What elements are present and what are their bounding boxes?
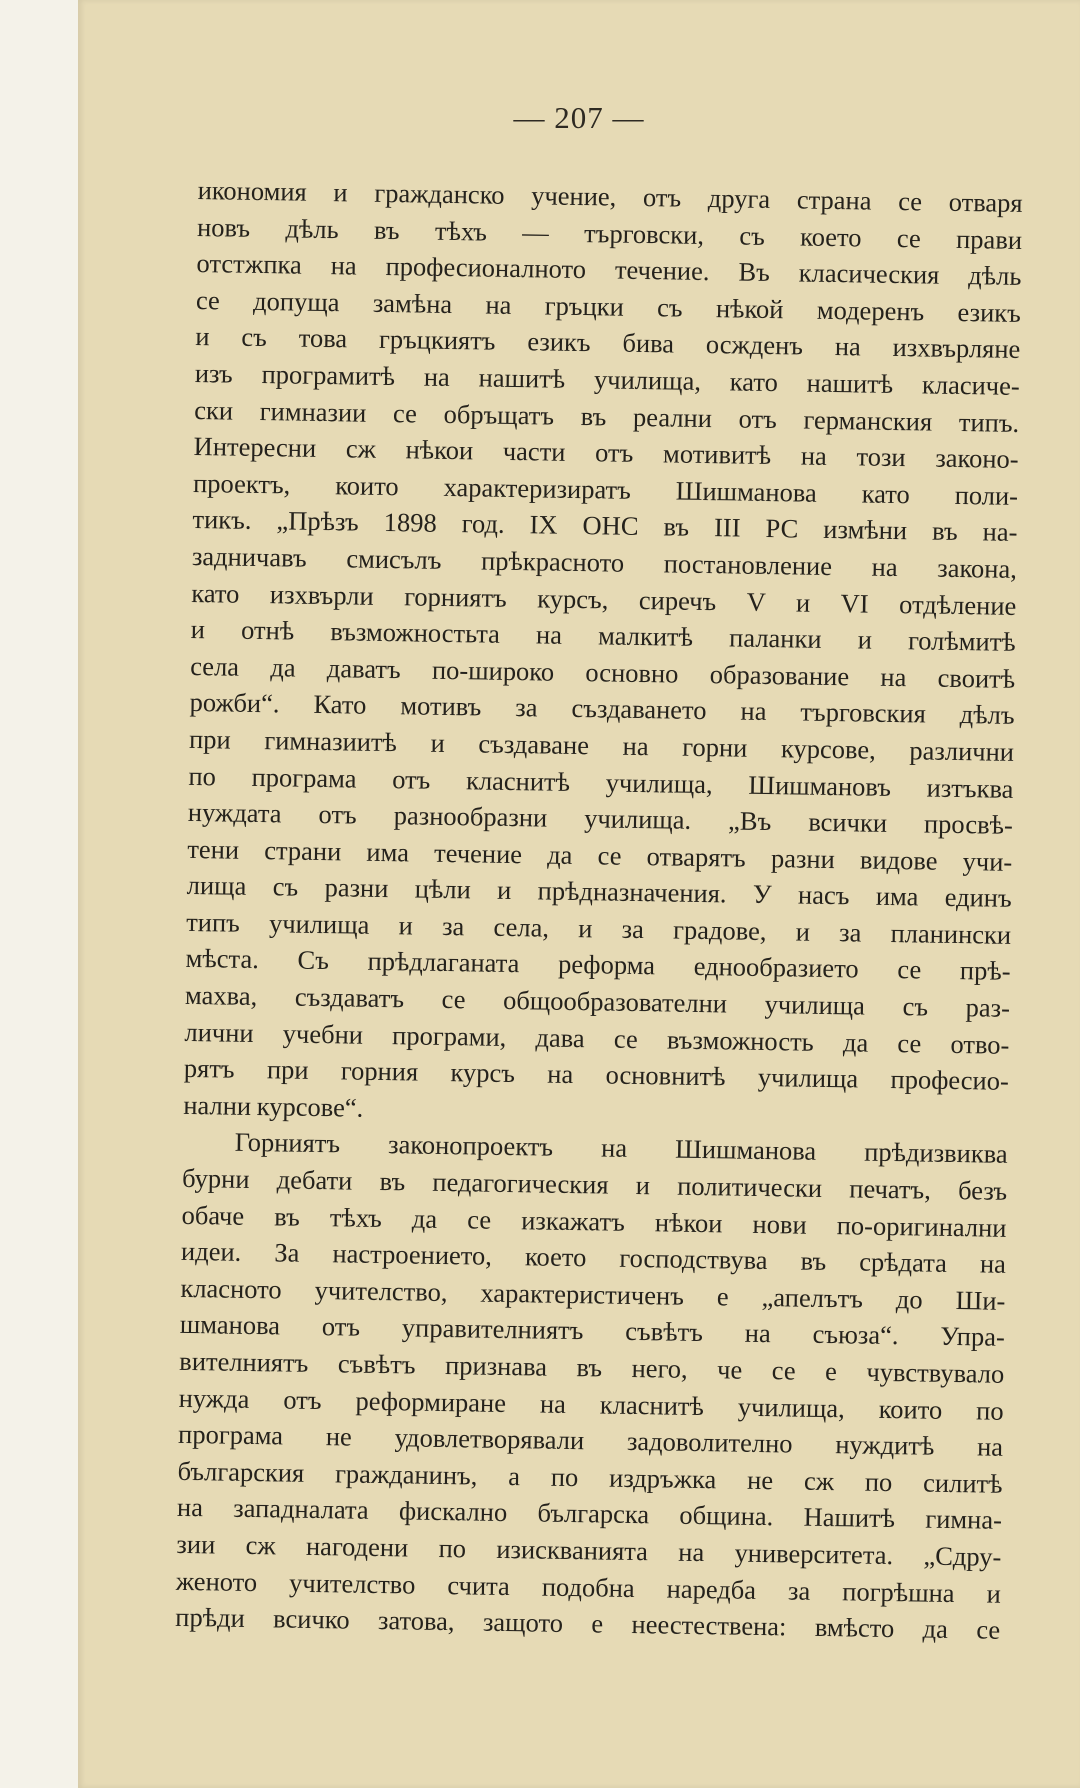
text-line: идеи. За настроението, което господствува въ срѣдата на — [180, 1236, 1007, 1280]
text-line: лища съ разни цѣли и прѣдназначения. У насъ има единъ — [186, 870, 1012, 914]
text-line: икономия и гражданско учение, отъ друга страна се отваря — [197, 174, 1023, 218]
text-line: типъ училища и за села, и за градове, и за планински — [185, 906, 1012, 950]
text-line: задничавъ смисълъ прѣкрасното постановление на закона, — [191, 540, 1018, 584]
text-line-paragraph-end: нални курсове“. — [183, 1089, 364, 1123]
text-line: обаче въ тѣхъ да се изкажатъ нѣкои нови по-оригинални — [181, 1199, 1007, 1243]
text-line: новъ дѣль въ тѣхъ — търговски, съ което се прави — [196, 211, 1023, 255]
text-line: и отнѣ възможностьта на малкитѣ паланки и голѣмитѣ — [190, 614, 1016, 658]
body-text — [175, 172, 1023, 1649]
text-line: села да даватъ по-широко основно образование на своитѣ — [190, 650, 1016, 694]
book-page — [78, 0, 1080, 1788]
text-line: програма не удовлетворявали задоволително нуждитѣ на — [177, 1419, 1004, 1462]
text-line: нуждата отъ разнообразни училища. „Въ всички просвѣ- — [187, 797, 1014, 840]
text-line: ски гимназии се обръщатъ въ реални отъ германския типъ. — [194, 394, 1020, 438]
text-line: вителниятъ съвѣтъ признава въ него, че се е чувствувало — [179, 1345, 1005, 1389]
text-line: женото учителство счита подобна наредба за погрѣшна и — [175, 1565, 1002, 1609]
text-line: Интересни сж нѣкои части отъ мотивитѣ на този законо- — [193, 431, 1019, 475]
text-line: се допуща замѣна на гръцки съ нѣкой модеренъ езикъ — [195, 284, 1022, 328]
text-line-paragraph-start: Горниятъ законопроектъ на Шишманова прѣдизвиква — [234, 1127, 1008, 1170]
text-line: лични учебни програми, дава се възможность да се отво- — [184, 1016, 1010, 1060]
text-line: махва, създаватъ се общообразователни училища съ раз- — [184, 979, 1011, 1023]
text-line: като изхвърли горниятъ курсъ, сиречъ V и VI отдѣление — [191, 577, 1017, 621]
text-line: тикъ. „Прѣзъ 1898 год. IX ОНС въ III РС измѣни въ на- — [192, 504, 1018, 548]
text-line: нужда отъ реформиране на класнитѣ училища, които по — [178, 1382, 1004, 1426]
text-line: прѣди всичко затова, защото е неестествена: вмѣсто да се — [175, 1601, 1001, 1645]
text-line: мѣста. Съ прѣдлаганата реформа еднообразието се прѣ- — [185, 943, 1011, 987]
text-line: тени страни има течение да се отварятъ разни видове учи- — [187, 833, 1013, 877]
text-line: бурни дебати въ педагогическия и политически печатъ, безъ — [181, 1162, 1008, 1206]
text-line: рятъ при горния курсъ на основнитѣ училища професио- — [183, 1053, 1010, 1097]
text-line: по програма отъ класнитѣ училища, Шишмановъ изтъква — [188, 760, 1014, 804]
text-line: зии сж нагодени по изискванията на университета. „Сдру- — [176, 1528, 1002, 1572]
text-line: шманова отъ управителниятъ съвѣтъ на съюза“. Упра- — [179, 1309, 1006, 1353]
text-line: класното учителство, характеристиченъ е „апелътъ до Ши- — [180, 1272, 1006, 1316]
text-line: рожби“. Като мотивъ за създаването на търговския дѣлъ — [189, 687, 1015, 731]
text-line: изъ програмитѣ на нашитѣ училища, като нашитѣ класиче- — [194, 357, 1020, 401]
text-line: и съ това гръцкиятъ езикъ бива осжденъ на изхвърляне — [195, 321, 1021, 365]
text-line: българския гражданинъ, а по издръжка не сж по силитѣ — [177, 1455, 1003, 1499]
text-line: на западналата фискално българска община. Нашитѣ гимна- — [176, 1492, 1003, 1536]
text-line: отстжпка на професионалното течение. Въ класическия дѣль — [196, 248, 1022, 292]
text-line: при гимназиитѣ и създаване на горни курсове, различни — [188, 723, 1015, 767]
text-line: проектъ, които характеризиратъ Шишманова като поли- — [192, 467, 1019, 511]
page-number: — 207 — — [513, 100, 645, 135]
